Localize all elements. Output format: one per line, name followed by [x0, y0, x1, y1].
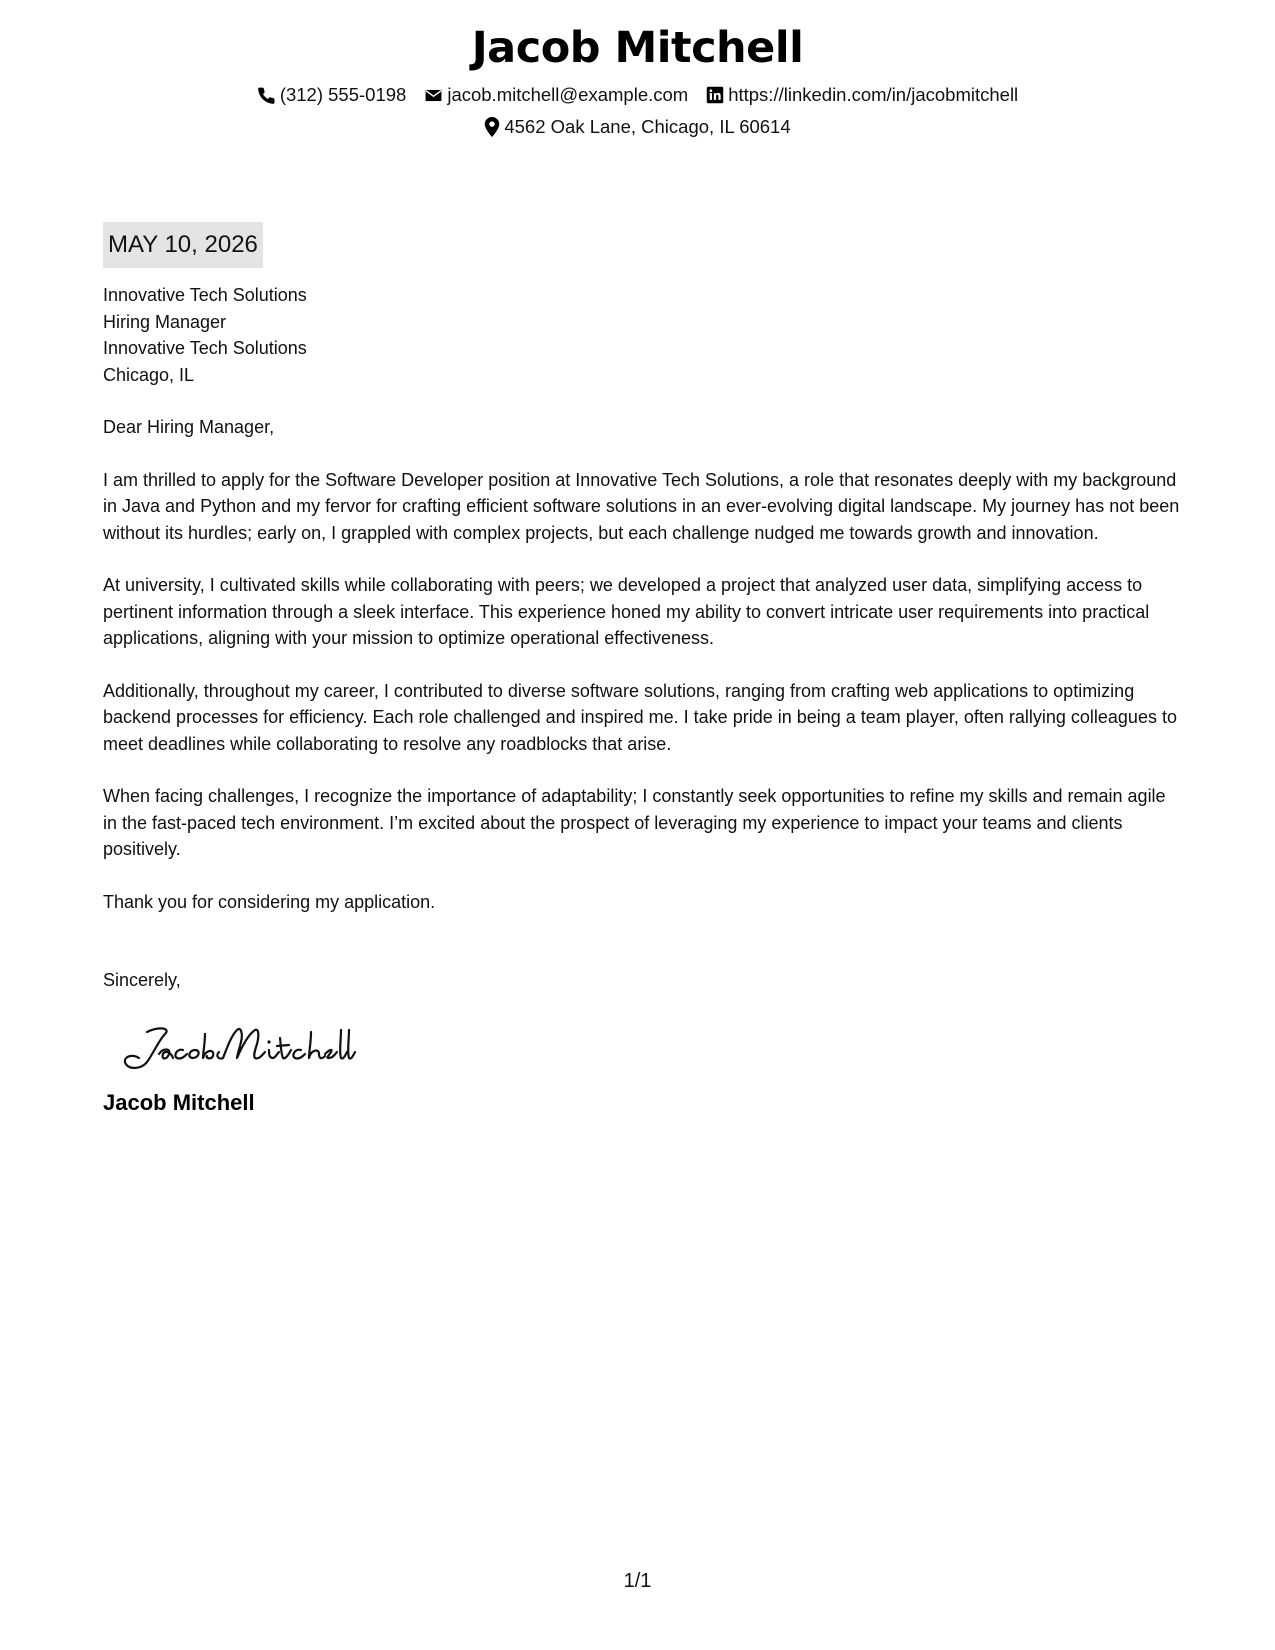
recipient-title: Hiring Manager: [103, 311, 227, 332]
paragraph-2: At university, I cultivated skills while collaborating with peers; we developed a project that analyzed user data, simplifying access to pertinent information through a sleek interface. This experience honed my ability to convert intricate user requirements into practical applications, aligning with your mission to optimize operational effectiveness.: [103, 575, 1150, 648]
signer-name: Jacob Mitchell: [103, 1089, 255, 1115]
contact-email[interactable]: [424, 82, 688, 108]
recipient-location: Chicago, IL: [103, 364, 195, 385]
linkedin-icon: [706, 86, 724, 104]
closing: Sincerely,: [103, 970, 181, 990]
address-text: 4562 Oak Lane, Chicago, IL 60614: [504, 116, 791, 137]
map-pin-icon: [484, 117, 500, 137]
recipient-company: Innovative Tech Solutions: [103, 285, 307, 305]
paragraph-4: When facing challenges, I recognize the importance of adaptability; I constantly seek opportunities to refine my skills and remain agile in the fast-paced tech environment. I’m excited about the prospect of leveraging my experience to impact your teams and clients positively.: [103, 786, 1166, 859]
letter-body: [103, 222, 1183, 1116]
sender-name: Jacob Mitchell: [471, 23, 804, 73]
salutation: Dear Hiring Manager,: [103, 417, 275, 437]
recipient-block: [103, 282, 1183, 388]
paragraph-3: Additionally, throughout my career, I contributed to diverse software solutions, ranging from crafting web applications to optimizing backend processes for efficiency. Each role challenged and inspired me. I take pride in being a team player, often rallying colleagues to meet deadlines while collaborating to resolve any roadblocks that arise.: [103, 680, 1177, 754]
paragraph-1: I am thrilled to apply for the Software Developer position at Innovative Tech Solutions, a role that resonates deeply with my background in Java and Python and my fervor for crafting efficient software solutions in an ever-evolving digital landscape. My journey has not been without its hurdles; early on, I grappled with complex projects, but each challenge nudged me towards growth and innovation.: [103, 469, 1180, 543]
envelope-icon: [424, 86, 443, 105]
paragraph-5: Thank you for considering my application.: [103, 891, 436, 912]
letter-date: MAY 10, 2026: [103, 222, 263, 268]
contact-row: [0, 82, 1275, 108]
contact-linkedin[interactable]: [706, 82, 1018, 108]
linkedin-link[interactable]: https://linkedin.com/in/jacobmitchell: [728, 84, 1019, 105]
recipient-organization: Innovative Tech Solutions: [103, 338, 307, 358]
handwritten-signature: [119, 1020, 1183, 1076]
contact-phone: [257, 82, 407, 108]
contact-address: [484, 114, 790, 140]
address-row: [0, 114, 1275, 140]
phone-icon: [257, 86, 276, 105]
page-number: 1/1: [623, 1570, 652, 1592]
email-link[interactable]: jacob.mitchell@example.com: [447, 84, 689, 105]
phone-text: (312) 555-0198: [279, 84, 407, 105]
letterhead: [0, 20, 1275, 140]
